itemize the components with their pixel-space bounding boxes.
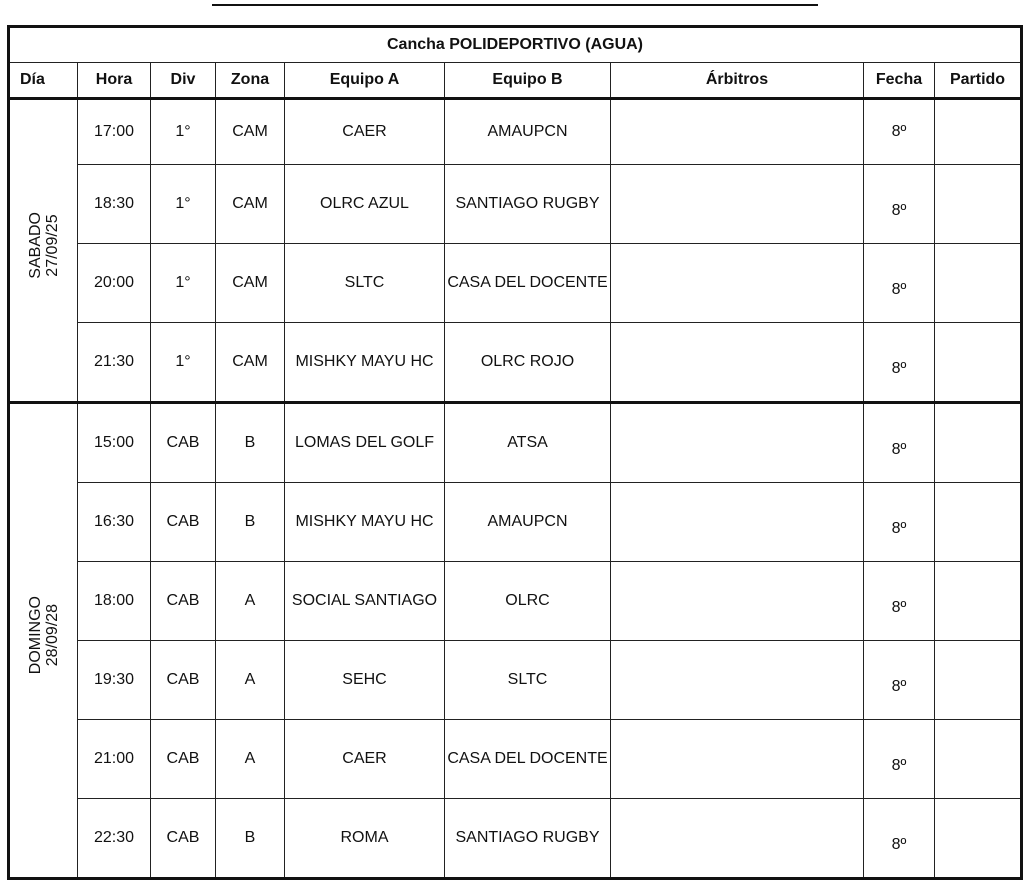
cell-hora: 15:00 <box>78 403 151 483</box>
cell-fecha: 8º <box>864 99 935 165</box>
cell-equipo-b: CASA DEL DOCENTE <box>445 720 611 799</box>
cell-equipo-b: SANTIAGO RUGBY <box>445 799 611 879</box>
cell-partido <box>935 483 1022 562</box>
cell-div: CAB <box>151 403 216 483</box>
cell-arbitros <box>611 799 864 879</box>
cell-zona: CAM <box>216 244 285 323</box>
cell-hora: 21:00 <box>78 720 151 799</box>
cell-arbitros <box>611 720 864 799</box>
col-header-fecha: Fecha <box>864 63 935 99</box>
cell-equipo-a: MISHKY MAYU HC <box>285 323 445 403</box>
day-label <box>27 212 61 279</box>
cell-zona: B <box>216 799 285 879</box>
cell-equipo-a: ROMA <box>285 799 445 879</box>
cell-fecha: 8º <box>864 641 935 720</box>
cell-equipo-a: CAER <box>285 99 445 165</box>
table-row <box>9 720 1022 799</box>
cell-partido <box>935 244 1022 323</box>
col-header-zona: Zona <box>216 63 285 99</box>
schedule-table <box>7 25 1023 880</box>
cell-equipo-b: SANTIAGO RUGBY <box>445 165 611 244</box>
col-header-arbitros: Árbitros <box>611 63 864 99</box>
cell-partido <box>935 562 1022 641</box>
table-row <box>9 641 1022 720</box>
table-row <box>9 244 1022 323</box>
cell-fecha: 8º <box>864 483 935 562</box>
cell-arbitros <box>611 165 864 244</box>
cell-fecha: 8º <box>864 720 935 799</box>
cell-hora: 21:30 <box>78 323 151 403</box>
cell-hora: 16:30 <box>78 483 151 562</box>
cell-hora: 18:00 <box>78 562 151 641</box>
cell-div: CAB <box>151 641 216 720</box>
table-row <box>9 99 1022 165</box>
col-header-equipo-b: Equipo B <box>445 63 611 99</box>
schedule-body <box>9 99 1022 879</box>
cell-equipo-b: OLRC ROJO <box>445 323 611 403</box>
table-row <box>9 323 1022 403</box>
table-row <box>9 165 1022 244</box>
cell-zona: A <box>216 720 285 799</box>
cell-partido <box>935 799 1022 879</box>
venue-title: Cancha POLIDEPORTIVO (AGUA) <box>9 27 1022 63</box>
cell-equipo-b: AMAUPCN <box>445 99 611 165</box>
cell-arbitros <box>611 483 864 562</box>
cell-arbitros <box>611 323 864 403</box>
cell-fecha: 8º <box>864 323 935 403</box>
cell-equipo-b: CASA DEL DOCENTE <box>445 244 611 323</box>
cell-partido <box>935 403 1022 483</box>
cell-hora: 22:30 <box>78 799 151 879</box>
cell-equipo-b: OLRC <box>445 562 611 641</box>
cell-equipo-a: SLTC <box>285 244 445 323</box>
col-header-hora: Hora <box>78 63 151 99</box>
cell-fecha: 8º <box>864 799 935 879</box>
cell-div: 1° <box>151 244 216 323</box>
col-header-dia: Día <box>9 63 78 99</box>
cell-div: CAB <box>151 720 216 799</box>
day-name: DOMINGO <box>26 595 44 675</box>
cell-equipo-a: SEHC <box>285 641 445 720</box>
cell-div: 1° <box>151 165 216 244</box>
cell-fecha: 8º <box>864 403 935 483</box>
cell-arbitros <box>611 641 864 720</box>
day-cell <box>9 403 78 879</box>
cell-equipo-a: MISHKY MAYU HC <box>285 483 445 562</box>
cell-div: CAB <box>151 799 216 879</box>
cell-fecha: 8º <box>864 165 935 244</box>
cell-zona: B <box>216 403 285 483</box>
cell-hora: 20:00 <box>78 244 151 323</box>
cell-partido <box>935 641 1022 720</box>
cell-partido <box>935 99 1022 165</box>
cell-partido <box>935 165 1022 244</box>
cell-partido <box>935 323 1022 403</box>
cell-div: CAB <box>151 562 216 641</box>
cell-fecha: 8º <box>864 562 935 641</box>
cell-equipo-b: ATSA <box>445 403 611 483</box>
cell-hora: 19:30 <box>78 641 151 720</box>
title-underline <box>212 4 818 6</box>
cell-zona: A <box>216 562 285 641</box>
cell-div: 1° <box>151 99 216 165</box>
cell-arbitros <box>611 99 864 165</box>
cell-arbitros <box>611 244 864 323</box>
cell-zona: CAM <box>216 165 285 244</box>
cell-fecha: 8º <box>864 244 935 323</box>
cell-equipo-a: SOCIAL SANTIAGO <box>285 562 445 641</box>
cell-div: 1° <box>151 323 216 403</box>
table-row <box>9 483 1022 562</box>
cell-zona: CAM <box>216 323 285 403</box>
cell-equipo-a: OLRC AZUL <box>285 165 445 244</box>
header-row <box>9 63 1022 99</box>
cell-equipo-b: AMAUPCN <box>445 483 611 562</box>
cell-div: CAB <box>151 483 216 562</box>
day-date: 28/09/28 <box>43 603 61 667</box>
cell-partido <box>935 720 1022 799</box>
day-label <box>27 596 61 674</box>
cell-hora: 18:30 <box>78 165 151 244</box>
col-header-div: Div <box>151 63 216 99</box>
col-header-equipo-a: Equipo A <box>285 63 445 99</box>
cell-equipo-a: LOMAS DEL GOLF <box>285 403 445 483</box>
cell-arbitros <box>611 562 864 641</box>
day-cell <box>9 99 78 403</box>
cell-zona: CAM <box>216 99 285 165</box>
col-header-partido: Partido <box>935 63 1022 99</box>
cell-arbitros <box>611 403 864 483</box>
cell-equipo-b: SLTC <box>445 641 611 720</box>
day-date: 27/09/25 <box>43 213 61 277</box>
table-row <box>9 799 1022 879</box>
cell-zona: A <box>216 641 285 720</box>
day-name: SABADO <box>26 211 44 279</box>
table-row <box>9 403 1022 483</box>
cell-zona: B <box>216 483 285 562</box>
cell-hora: 17:00 <box>78 99 151 165</box>
table-row <box>9 562 1022 641</box>
cell-equipo-a: CAER <box>285 720 445 799</box>
